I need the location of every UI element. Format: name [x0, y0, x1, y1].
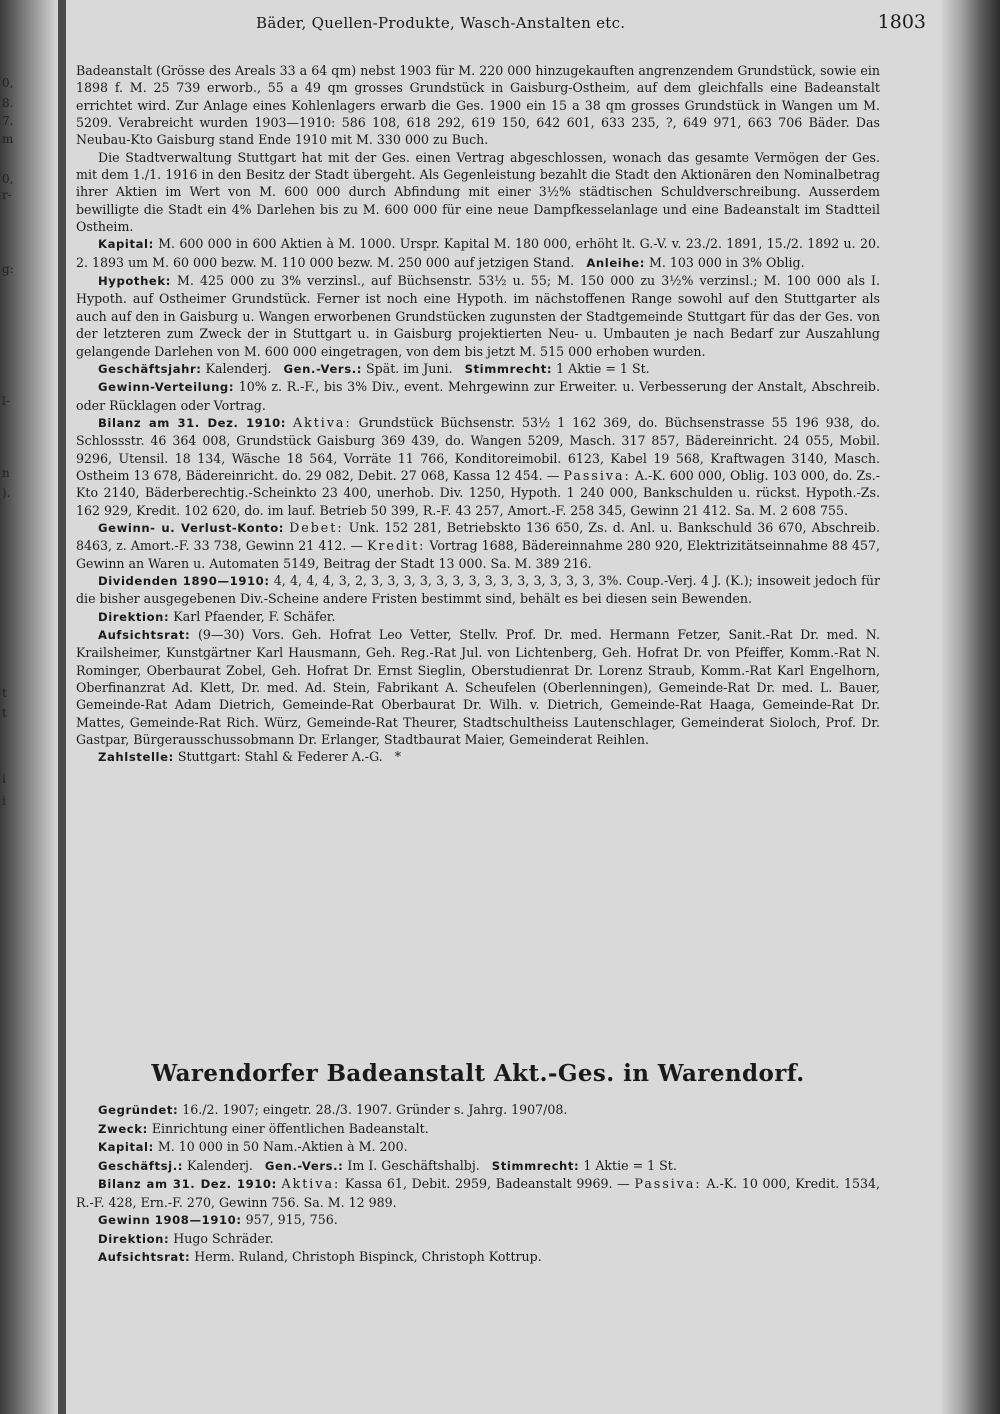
zweck-paragraph [76, 1120, 880, 1139]
gegruendet-label: Gegründet: [98, 1103, 179, 1117]
aktiva-label: Aktiva: [293, 414, 352, 430]
aufsichtsrat2-paragraph [76, 1248, 880, 1267]
kapital-label: Kapital: [98, 237, 154, 252]
hypothek-text: M. 425 000 zu 3% verzinsl., auf Büchsenstr. 53½ u. 55; M. 150 000 zu 3½% verzinsl.; M. 100 000 als I. Hypoth. auf Ostheimer Grundstück. Ferner ist noch eine Hypoth. im nächstoffenen Range sowohl auf den Stuttgarter als auch auf den in Gaisburg u. Wangen erworbenen Grundstücken zugunsten der Stadtgemeinde Stuttgart für das der Ges. von der letzteren zum Zweck der in Stuttgart u. in Gaisburg projektierten Neu- u. Umbauten je nach Bedarf zur Auszahlung gelangende Darlehen von M. 600 000 eingetragen, von dem bis jetzt M. 515 000 erhoben wurden. [76, 273, 880, 359]
zahlstelle-label: Zahlstelle: [98, 750, 174, 765]
geschaeftsj2-paragraph [76, 1157, 880, 1176]
bilanz-label: Bilanz am 31. Dez. 1910: [98, 415, 287, 430]
gegruendet-paragraph [76, 1101, 880, 1120]
book-page [66, 0, 942, 1414]
direktion2-label: Direktion: [98, 1231, 170, 1246]
aufsichtsrat2-text: Herm. Ruland, Christoph Bispinck, Christoph Kottrup. [194, 1249, 542, 1264]
genvers2-text: Im I. Geschäftshalbj. [347, 1157, 480, 1173]
bilanz2-passiva: A.-K. 10 000, Kredit. 1534, R.-F. 428, Ern.-F. 270, Gewinn 756. Sa. M. 12 989. [76, 1176, 880, 1210]
zahlstelle-paragraph [76, 748, 880, 766]
margin-fragment: g: [2, 262, 14, 276]
stimmrecht2-text: 1 Aktie = 1 St. [583, 1157, 677, 1173]
hypothek-paragraph [76, 272, 880, 360]
guv-label: Gewinn- u. Verlust-Konto: [98, 520, 284, 535]
bilanz-passiva: A.-K. 600 000, Oblig. 103 000, do. Zs.-Kto 2140, Bäderberechtig.-Scheinkto 23 400, unerhob. Div. 1250, Hypoth. 1 240 000, Bankschulden u. rückst. Hypoth.-Zs. 162 929, Kredit. 102 620, do. im lauf. Betrieb 50 399, R.-F. 43 257, Amort.-F. 258 345, Gewinn 21 412. Sa. M. 2 608 755. [76, 467, 880, 518]
guv-paragraph [76, 519, 880, 572]
footnote-star: * [394, 749, 401, 765]
geschaeftsjahr-label: Geschäftsjahr: [98, 361, 202, 376]
passiva-label: Passiva: [563, 467, 631, 483]
direktion-label: Direktion: [98, 609, 170, 624]
gewinn2-paragraph [76, 1211, 880, 1230]
geschaeftsj2-text: Kalenderj. [186, 1157, 253, 1173]
gegruendet-text: 16./2. 1907; eingetr. 28./3. 1907. Gründer s. Jahrg. 1907/08. [182, 1102, 568, 1117]
direktion2-text: Hugo Schräder. [173, 1230, 274, 1246]
bilanz2-label: Bilanz am 31. Dez. 1910: [98, 1177, 277, 1191]
margin-fragment: i [2, 772, 6, 786]
guv-debet: Unk. 152 281, Betriebskto 136 650, Zs. d. Anl. u. Bankschuld 36 670, Abschreib. 8463, z. Amort.-F. 33 738, Gewinn 21 412. — [76, 519, 880, 554]
anleihe-text: M. 103 000 in 3% Oblig. [648, 254, 805, 270]
aufsichtsrat2-label: Aufsichtsrat: [98, 1250, 191, 1264]
margin-fragment: 0, [2, 76, 14, 90]
guv-kredit: Vortrag 1688, Bädereinnahme 280 920, Elektrizitätseinnahme 88 457, Gewinn an Waren u. Automaten 5149, Beitrag der Stadt 13 000. Sa. M. 389 216. [76, 538, 880, 571]
aufsichtsrat-label: Aufsichtsrat: [98, 628, 191, 642]
debet-label: Debet: [289, 519, 344, 535]
margin-fragment: r- [2, 188, 12, 202]
zweck-text: Einrichtung einer öffentlichen Badeanstalt. [151, 1120, 429, 1136]
aufsichtsrat-paragraph [76, 626, 880, 748]
margin-fragment: 8. [2, 96, 14, 110]
intro-paragraph: Badeanstalt (Grösse des Areals 33 a 64 qm) nebst 1903 für M. 220 000 hinzugekauften angrenzendem Grundstück, sowie ein 1898 f. M. 25 739 erworb., 55 a 49 qm grosses Grundstück in Gaisburg-Ostheim, auf dem gleichfalls eine Badeanstalt errichtet wird. Zur Anlage eines Kohlenlagers erwarb die Ges. 1900 ein 15 a 38 qm grosses Grundstück in Wangen um M. 5209. Verabreicht wurden 1903—1910: 586 108, 618 292, 619 150, 642 601, 633 235, ?, 649 971, 663 706 Bäder. Das Neubau-Kto Gaisburg stand Ende 1910 mit M. 330 000 zu Buch. [76, 63, 880, 148]
kapital2-paragraph [76, 1138, 880, 1157]
genvers2-label: Gen.-Vers.: [264, 1158, 344, 1173]
contract-paragraph: Die Stadtverwaltung Stuttgart hat mit der Ges. einen Vertrag abgeschlossen, wonach das gesamte Vermögen der Ges. mit dem 1./1. 1916 in den Besitz der Stadt übergeht. Als Gegenleistung bezahlt die Stadt den Aktionären den Nominalbetrag ihrer Aktien im Wert von M. 600 000 durch Abfindung mit einer 3½% städtischen Schuldverschreibung. Ausserdem bewilligte die Stadt ein 4% Darlehen bis zu M. 600 000 für eine neue Dampfkesselanlage und eine Badeanstalt im Stadtteil Ostheim. [76, 149, 880, 235]
geschaeftsj2-label: Geschäftsj.: [98, 1158, 183, 1173]
stimmrecht-label: Stimmrecht: [464, 361, 553, 376]
warendorf-entry [76, 1060, 880, 1267]
bilanz-aktiva: Grundstück Büchsenstr. 53½ 1 162 369, do. Büchsenstrasse 55 196 938, do. Schlossstr. 46 364 008, Grundstück Gaisburg 369 439, do. Wangen 5209, Masch. 317 857, Bädereinricht. 24 055, Mobil. 9296, Utensil. 18 134, Wäsche 18 564, Vorräte 11 766, Konditoreimobil. 6123, Kabel 19 568, Kraftwagen 3140, Masch. Ostheim 13 678, Bädereinricht. do. 29 082, Debit. 27 068, Kassa 12 454. — [76, 414, 881, 483]
left-margin-strip [0, 0, 58, 1414]
direktion2-paragraph [76, 1230, 880, 1249]
margin-fragment: t [2, 686, 7, 700]
hypothek-label: Hypothek: [98, 274, 171, 289]
margin-fragment: 7. [2, 114, 14, 128]
margin-fragment: n [2, 466, 10, 480]
bilanz-paragraph [76, 414, 880, 519]
kredit-label: Kredit: [367, 538, 426, 554]
kapital2-label: Kapital: [98, 1140, 154, 1154]
gewinn2-label: Gewinn 1908—1910: [98, 1213, 242, 1227]
stimmrecht-text: 1 Aktie = 1 St. [556, 360, 650, 376]
stimmrecht2-label: Stimmrecht: [491, 1158, 580, 1173]
company-heading: Warendorfer Badeanstalt Akt.-Ges. in Warendorf. [151, 1060, 805, 1087]
dividenden-label: Dividenden 1890—1910: [98, 573, 270, 588]
genvers-label: Gen.-Vers.: [283, 361, 362, 376]
right-edge-shadow [940, 0, 1000, 1414]
gewinnverteilung-text: 10% z. R.-F., bis 3% Div., event. Mehrgewinn zur Erweiter. u. Verbesserung der Anstalt, Abschreib. oder Rücklagen oder Vortrag. [76, 379, 880, 413]
dividenden-text: 4, 4, 4, 4, 3, 2, 3, 3, 3, 3, 3, 3, 3, 3, 3, 3, 3, 3, 3, 3, 3%. Coup.-Verj. 4 J. (K.); insoweit jedoch für die bisher ausgegebenen Div.-Scheine andere Fristen bestimmt sind, behält es bei diesen sein Bewenden. [76, 572, 880, 607]
dividenden-paragraph [76, 572, 880, 608]
margin-fragment: 0, [2, 172, 14, 186]
zahlstelle-text: Stuttgart: Stahl & Federer A.-G. [177, 749, 383, 765]
margin-fragment: i [2, 794, 6, 808]
kapital2-text: M. 10 000 in 50 Nam.-Aktien à M. 200. [157, 1139, 408, 1154]
margin-fragment: t [2, 706, 7, 720]
anleihe-label: Anleihe: [586, 255, 645, 270]
passiva2-label: Passiva: [634, 1176, 702, 1191]
geschaeftsjahr-paragraph [76, 360, 880, 378]
genvers-text: Spät. im Juni. [366, 360, 453, 376]
gewinnverteilung-paragraph [76, 378, 880, 414]
aufsichtsrat-text: (9—30) Vors. Geh. Hofrat Leo Vetter, Stellv. Prof. Dr. med. Hermann Fetzer, Sanit.-Rat Dr. med. N. Krailsheimer, Kunstgärtner Karl Hausmann, Geh. Reg.-Rat Jul. von Lichtenberg, Geh. Hofrat Dr. von Pfeiffer, Komm.-Rat N. Rominger, Oberbaurat Zobel, Geh. Hofrat Dr. Ernst Sieglin, Oberstudienrat Dr. Lorenz Straub, Komm.-Rat Karl Engelhorn, Oberfinanzrat Ad. Klett, Dr. med. Ad. Stein, Fabrikant A. Scheufelen (Oberlenningen), Gemeinde-Rat Dr. med. L. Bauer, Gemeinde-Rat Adam Dietrich, Gemeinde-Rat Oberbaurat Dr. Wilh. v. Dietrich, Gemeinde-Rat Haaga, Gemeinde-Rat Dr. Mattes, Gemeinde-Rat Rich. Würz, Gemeinde-Rat Theurer, Stadtschultheiss Lautenschlager, Gemeinderat Sioloch, Prof. Dr. Gastpar, Bürgerausschussobmann Dr. Erlanger, Stadtbaurat Maier, Gemeinderat Reihlen. [76, 627, 881, 748]
direktion-paragraph [76, 608, 880, 626]
direktion-text: Karl Pfaender, F. Schäfer. [173, 608, 336, 624]
zweck-label: Zweck: [98, 1121, 148, 1136]
bilanz2-paragraph [76, 1175, 880, 1211]
company-entry-continued [76, 62, 880, 767]
kapital-text: M. 600 000 in 600 Aktien à M. 1000. Urspr. Kapital M. 180 000, erhöht lt. G.-V. v. 23./2. 1891, 15./2. 1892 u. 20. 2. 1893 um M. 60 000 bezw. M. 110 000 bezw. M. 250 000 auf jetzigen Stand. [76, 236, 880, 270]
aktiva2-label: Aktiva: [281, 1176, 341, 1191]
gewinn2-text: 957, 915, 756. [245, 1212, 338, 1227]
gewinnverteilung-label: Gewinn-Verteilung: [98, 380, 235, 395]
page-number: 1803 [877, 11, 926, 33]
kapital-paragraph [76, 235, 880, 272]
margin-fragment: l- [2, 394, 10, 408]
margin-fragment: ). [2, 486, 11, 500]
book-gutter [58, 0, 66, 1414]
geschaeftsjahr-text: Kalenderj. [205, 360, 272, 376]
margin-fragment: m [2, 132, 14, 146]
header-title: Bäder, Quellen-Produkte, Wasch-Anstalten etc. [256, 14, 626, 32]
bilanz2-aktiva: Kassa 61, Debit. 2959, Badeanstalt 9969. — [344, 1176, 630, 1191]
